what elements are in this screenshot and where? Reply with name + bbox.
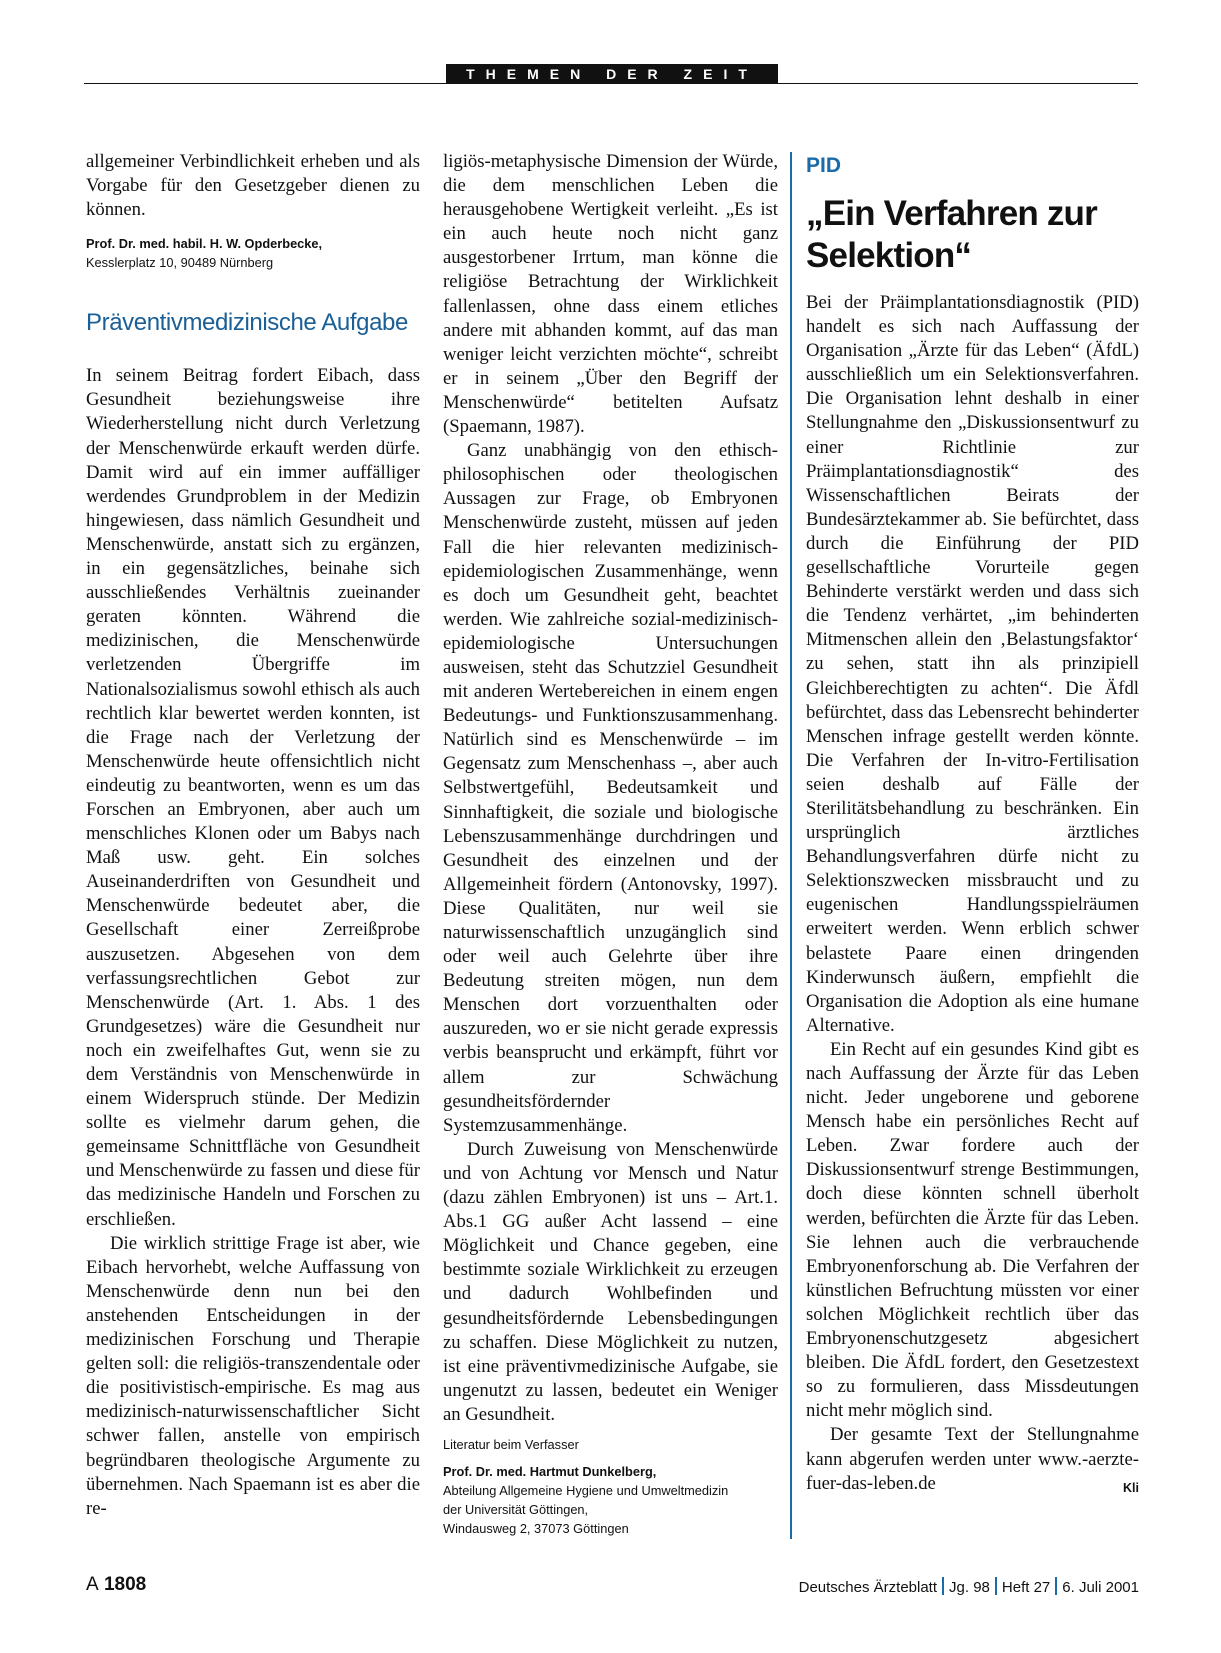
paragraph: In seinem Beitrag fordert Eibach, dass Gesundheit beziehungsweise ihre Wiederherstellung nicht durch Verletzung der Menschenwürde erkauft werden dürfe. Damit wird auf ein immer auffälliger werdendes Grundproblem in der Medizin hingewiesen, dass nämlich Gesundheit und Menschenwürde, anstatt sich zu ergänzen, in ein gegensätzliches, beinahe sich ausschließendes Verhältnis zueinander geraten könnten. Während die medizinischen, die Menschenwürde verletzenden Übergriffe im Nationalsozialismus sowohl ethisch als auch rechtlich klar bewertet werden konnten, ist die Frage nach der Verletzung der Menschenwürde heute offensichtlich nicht eindeutig zu beantworten, wenn es um das Forschen an Embryonen, aber auch um menschliches Klonen oder um Babys nach Maß usw. geht. Ein solches Auseinanderdriften von Gesundheit und Menschenwürde bedeutet aber, die Gesellschaft einer Zerreißprobe auszusetzen. Abgesehen von dem verfassungsrechtlichen Gebot zur Menschenwürde (Art. 1. Abs. 1 des Grundgesetzes) wäre die Gesundheit nur noch ein zweifelhaftes Gut, wenn sie zu dem Verständnis von Menschenwürde in einem Widerspruch stünde. Der Medizin sollte es vielmehr darum gehen, die gemeinsame Schnittfläche von Gesundheit und Menschenwürde zu fassen und diese für das medizinische Handeln und Forschen zu erschließen. <box>86 365 420 1230</box>
page-number-value: 1808 <box>103 1574 147 1595</box>
date: 6. Juli 2001 <box>1062 1579 1139 1596</box>
author-name: Prof. Dr. med. Hartmut Dunkelberg, <box>443 1463 657 1479</box>
journal-info <box>799 1577 1139 1596</box>
paragraph: Bei der Präimplantationsdiagnostik (PID) handelt es sich nach Auffassung der Organisation „Ärzte für das Leben“ (ÄfdL) ausschließlich um ein Selektionsverfahren. Die Organisation lehnt deshalb in einer Stellungnahme den „Diskussionsentwurf zu einer Richtlinie zur Präimplantationsdiagnostik“ des Wissenschaftlichen Beirats der Bundesärztekammer ab. Sie befürchtet, dass durch die Einführung der PID gesellschaftliche Vorurteile gegen Behinderte verstärkt werden und dass sich die Tendenz verhärtet, „im behinderten Mitmenschen allein den ‚Belastungsfaktor‘ zu sehen, statt ihn als prinzipiell Gleichberechtigten zu achten“. Die Äfdl befürchtet, dass das Lebensrecht behinderter Menschen infrage gestellt werden könnte. Die Verfahren der In-vitro-Fertilisation seien deshalb auf Fälle der Sterilitätsbehandlung zu beschränken. Ein ursprünglich ärztliches Behandlungsverfahren dürfe nicht zu Selektionszwecken missbraucht und zu eugenischen Handlungsspielräumen erweitert werden. Wenn erblich schwer belastete Paare einen dringenden Kinderwunsch äußern, empfiehlt die Organisation die Adoption als eine humane Alternative. <box>806 292 1139 1036</box>
volume: Jg. 98 <box>949 1579 990 1596</box>
literature-note: Literatur beim Verfasser <box>443 1436 579 1452</box>
section-heading: Präventivmedizinische Aufgabe <box>86 309 408 337</box>
page-prefix: A <box>86 1574 99 1595</box>
separator <box>1055 1577 1057 1595</box>
column-3-pid-box <box>806 150 1139 1500</box>
column-1 <box>86 150 420 1521</box>
sidebar-rule <box>790 152 792 1539</box>
author-address-line: der Universität Göttingen, <box>443 1501 589 1517</box>
signature-block <box>86 234 420 272</box>
signature-block <box>443 1462 778 1538</box>
paragraph: allgemeiner Verbindlichkeit erheben und als Vorgabe für den Gesetzgeber dienen zu können. <box>86 151 420 221</box>
separator <box>995 1577 997 1595</box>
topic-label: PID <box>806 154 842 177</box>
column-2 <box>443 150 778 1538</box>
paragraph-text: Der gesamte Text der Stellungnahme kann abgerufen werden unter www.-aerzte-fuer-das-leben.de <box>806 1424 1139 1494</box>
issue: Heft 27 <box>1001 1579 1051 1596</box>
separator <box>942 1577 944 1595</box>
paragraph: ligiös-metaphysische Dimension der Würde, die dem menschlichen Leben die herausgehobene Wertigkeit verleiht. „Es ist ein auch heute noch nicht ganz ausgestorbener Irrtum, man könne die religiöse Betrachtung der Wirklichkeit fallenlassen, ohne dass einem etliches andere mit abhanden kommt, auf das man weniger leicht verzichten möchte“, schreibt er in seinem „Über den Begriff der Menschenwürde“ betitelten Aufsatz (Spaemann, 1987). <box>443 151 778 438</box>
paragraph: Ganz unabhängig von den ethisch-philosophischen oder theologischen Aussagen zur Frage, ob Embryonen Menschenwürde zusteht, müssen auf jeden Fall die hier relevanten medizinisch-epidemiologischen Zusammenhänge, wenn es doch um Gesundheit geht, beachtet werden. Wie zahlreiche sozial-medizinisch-epidemiologische Untersuchungen ausweisen, steht das Schutzziel Gesundheit mit anderen Wertebereichen in einem engen Bedeutungs- und Funktionszusammenhang. Natürlich sind es Menschenwürde – im Gegensatz zum Menschenhass –, aber auch Selbstwertgefühl, Bedeutsamkeit und Sinnhaftigkeit, die soziale und biologische Lebenszusammenhänge durchdringen und Gesundheit des einzelnen und der Allgemeinheit fördern (Antonovsky, 1997). Diese Qualitäten, nur weil sie naturwissenschaftlich unzugänglich sind oder weil auch Gelehrte über ihre Bedeutung streiten mögen, nun dem Menschen dort vorzuenthalten oder auszureden, wo er sie nicht gerade expressis verbis beansprucht und erkämpft, führt vor allem zur Schwächung gesundheitsfördernder Systemzusammenhänge. <box>443 440 778 1136</box>
paragraph <box>806 1423 1139 1495</box>
article-title: „Ein Verfahren zur Selektion“ <box>806 194 1097 275</box>
author-initials: Kli <box>1123 1480 1139 1495</box>
author-address-line: Windausweg 2, 37073 Göttingen <box>443 1520 629 1536</box>
author-address-line: Abteilung Allgemeine Hygiene und Umweltmedizin <box>443 1482 729 1498</box>
journal-name: Deutsches Ärzteblatt <box>798 1579 938 1596</box>
page-number <box>86 1574 146 1596</box>
author-address: Kesslerplatz 10, 90489 Nürnberg <box>86 255 274 271</box>
section-header: THEMEN DER ZEIT <box>446 64 778 84</box>
paragraph: Durch Zuweisung von Menschenwürde und von Achtung vor Mensch und Natur (dazu zählen Embryonen) ist uns – Art.1. Abs.1 GG außer Acht lassend – eine Möglichkeit und Chance gegeben, eine bestimmte soziale Wirklichkeit zu erzeugen und dadurch Wohlbefinden und gesundheitsfördernde Lebensbedingungen zu schaffen. Diese Möglichkeit zu nutzen, ist eine präventivmedizinische Aufgabe, sie ungenutzt zu lassen, bedeutet ein Weniger an Gesundheit. <box>443 1138 778 1425</box>
paragraph: Ein Recht auf ein gesundes Kind gibt es nach Auffassung der Ärzte für das Leben nicht. Jeder ungeborene und geborene Mensch habe ein persönliches Recht auf Leben. Zwar fordere auch der Diskussionsentwurf strenge Bestimmungen, doch diese könnten schnell überholt werden, befürchten die Ärzte für das Leben. Sie lehnen auch die verbrauchende Embryonenforschung ab. Die Verfahren der künstlichen Befruchtung müssten vor einer solchen Möglichkeit rechtlich über das Embryonenschutzgesetz abgesichert bleiben. Die ÄfdL fordert, den Gesetzestext so zu formulieren, dass Missdeutungen nicht mehr möglich sind. <box>806 1038 1139 1422</box>
author-name: Prof. Dr. med. habil. H. W. Opderbecke, <box>86 236 323 252</box>
paragraph: Die wirklich strittige Frage ist aber, wie Eibach hervorhebt, welche Auffassung von Menschenwürde denn nun bei den anstehenden Entscheidungen in der medizinischen Forschung und Therapie gelten soll: die religiös-transzendentale oder die positivistisch-empirische. Es mag aus medizinisch-naturwissenschaftlicher Sicht schwer fallen, anstelle von empirisch begründbaren theologische Argumente zu übernehmen. Nach Spaemann ist es aber die re- <box>86 1232 420 1519</box>
